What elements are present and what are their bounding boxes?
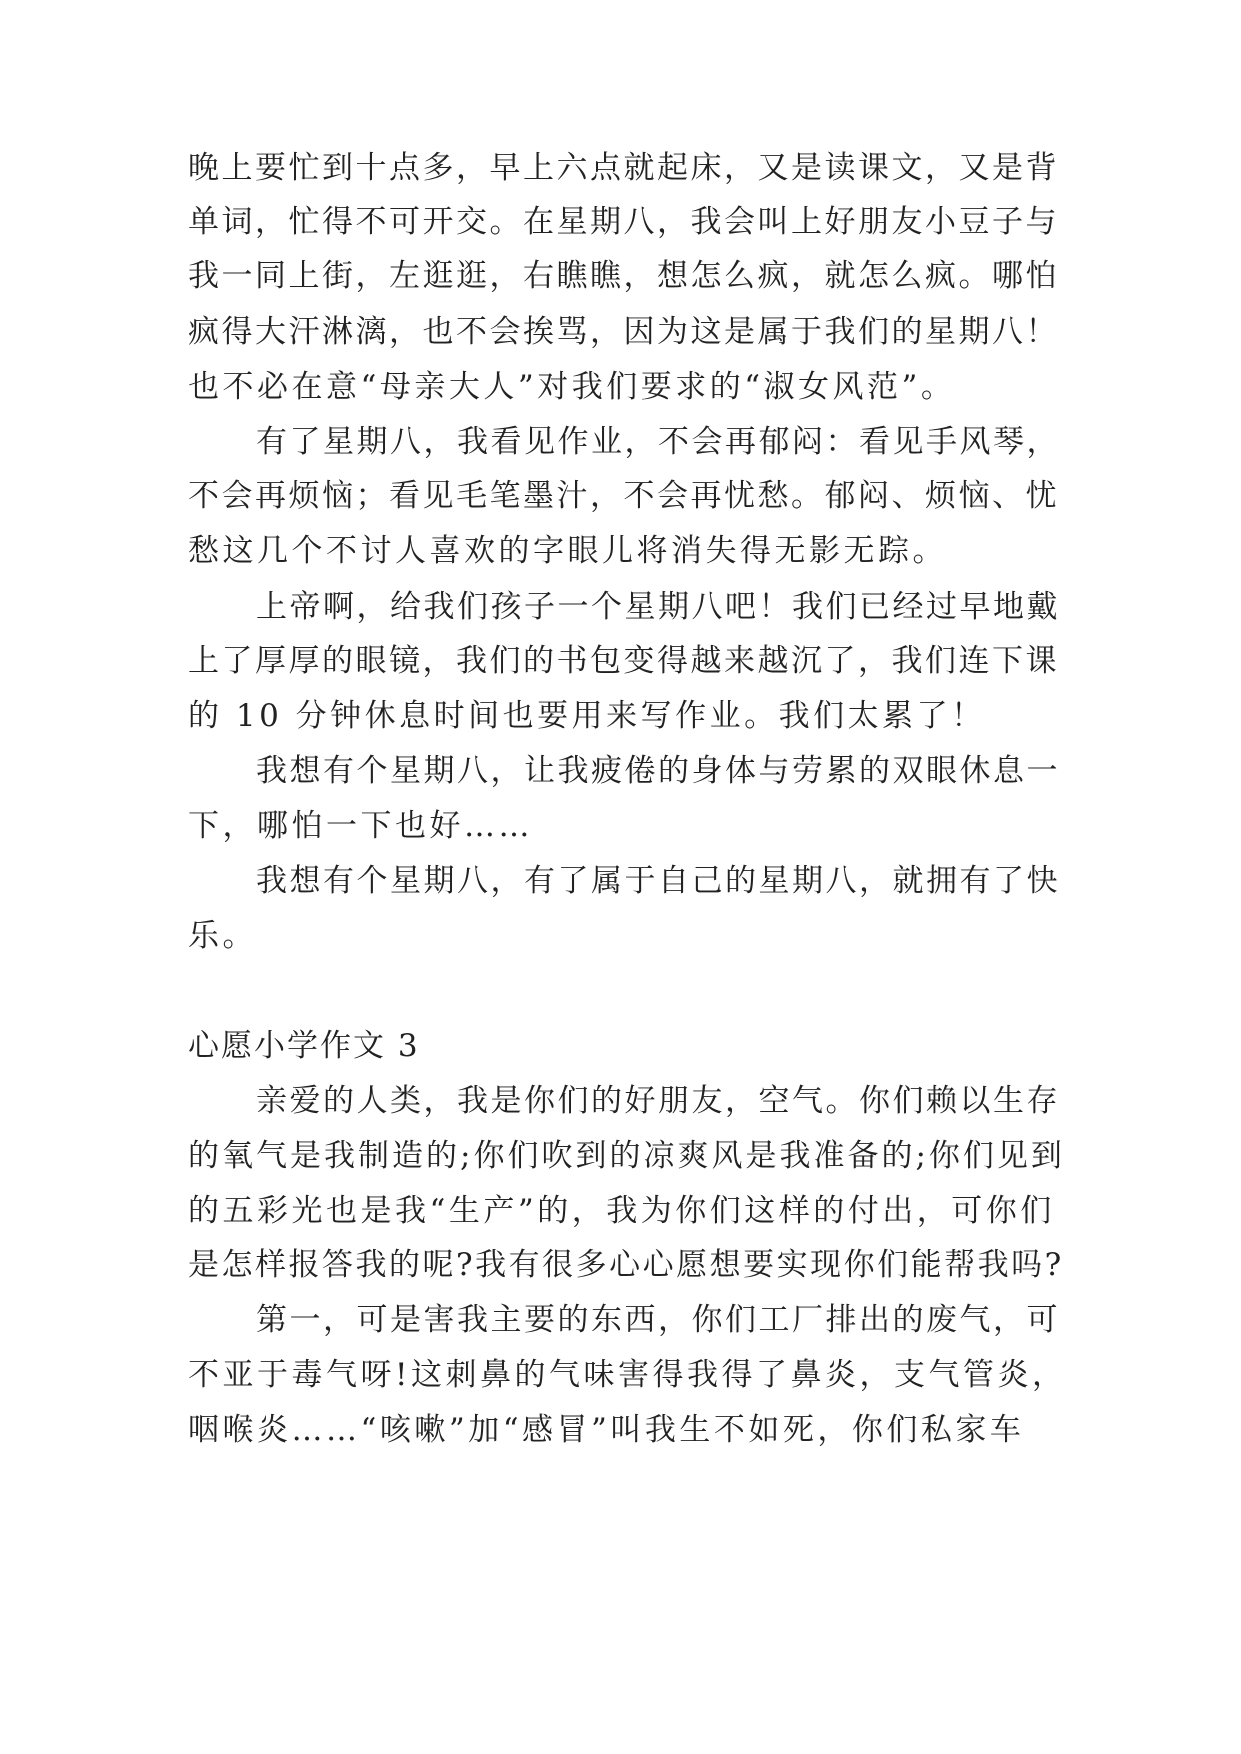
paragraph-first-line: 第一，可是害我主要的东西，你们工厂排出的废气，可	[256, 1302, 1060, 1338]
text-line: 也不必在意“母亲大人”对我们要求的“淑女风范”。	[188, 369, 956, 405]
text-line: 愁这几个不讨人喜欢的字眼儿将消失得无影无踪。	[188, 533, 947, 569]
text-line: 单词，忙得不可开交。在星期八，我会叫上好朋友小豆子与	[188, 204, 1059, 240]
paragraph-first-line: 我想有个星期八，有了属于自己的星期八，就拥有了快	[256, 863, 1060, 899]
paragraph-first-line: 我想有个星期八，让我疲倦的身体与劳累的双眼休息一	[256, 753, 1060, 789]
text-line: 的 10 分钟休息时间也要用来写作业。我们太累了！	[188, 698, 986, 734]
paragraph-first-line: 有了星期八，我看见作业，不会再郁闷：看见手风琴，	[256, 424, 1060, 460]
paragraph-first-line: 亲爱的人类，我是你们的好朋友，空气。你们赖以生存	[256, 1083, 1060, 1119]
text-line: 咽喉炎……“咳嗽”加“感冒”叫我生不如死，你们私家车	[188, 1412, 1025, 1448]
text-line: 是怎样报答我的呢?我有很多心心愿想要实现你们能帮我吗?	[188, 1247, 1064, 1283]
text-line: 疯得大汗淋漓，也不会挨骂，因为这是属于我们的星期八！	[188, 314, 1059, 350]
paragraph-first-line: 上帝啊，给我们孩子一个星期八吧！我们已经过早地戴	[256, 589, 1060, 625]
text-line: 晚上要忙到十点多，早上六点就起床，又是读课文，又是背	[188, 150, 1059, 186]
text-line: 我一同上街，左逛逛，右瞧瞧，想怎么疯，就怎么疯。哪怕	[188, 258, 1059, 294]
text-line: 不会再烦恼；看见毛笔墨汁，不会再忧愁。郁闷、烦恼、忧	[188, 478, 1059, 514]
text-line: 下，哪怕一下也好……	[188, 808, 533, 844]
text-line: 乐。	[188, 918, 257, 954]
text-line: 的氧气是我制造的;你们吹到的凉爽风是我准备的;你们见到	[188, 1138, 1065, 1174]
text-line: 上了厚厚的眼镜，我们的书包变得越来越沉了，我们连下课	[188, 643, 1059, 679]
text-line: 的五彩光也是我“生产”的，我为你们这样的付出，可你们	[188, 1193, 1055, 1229]
text-line: 不亚于毒气呀!这刺鼻的气味害得我得了鼻炎，支气管炎，	[188, 1357, 1067, 1393]
section-title: 心愿小学作文 3	[188, 1028, 420, 1064]
